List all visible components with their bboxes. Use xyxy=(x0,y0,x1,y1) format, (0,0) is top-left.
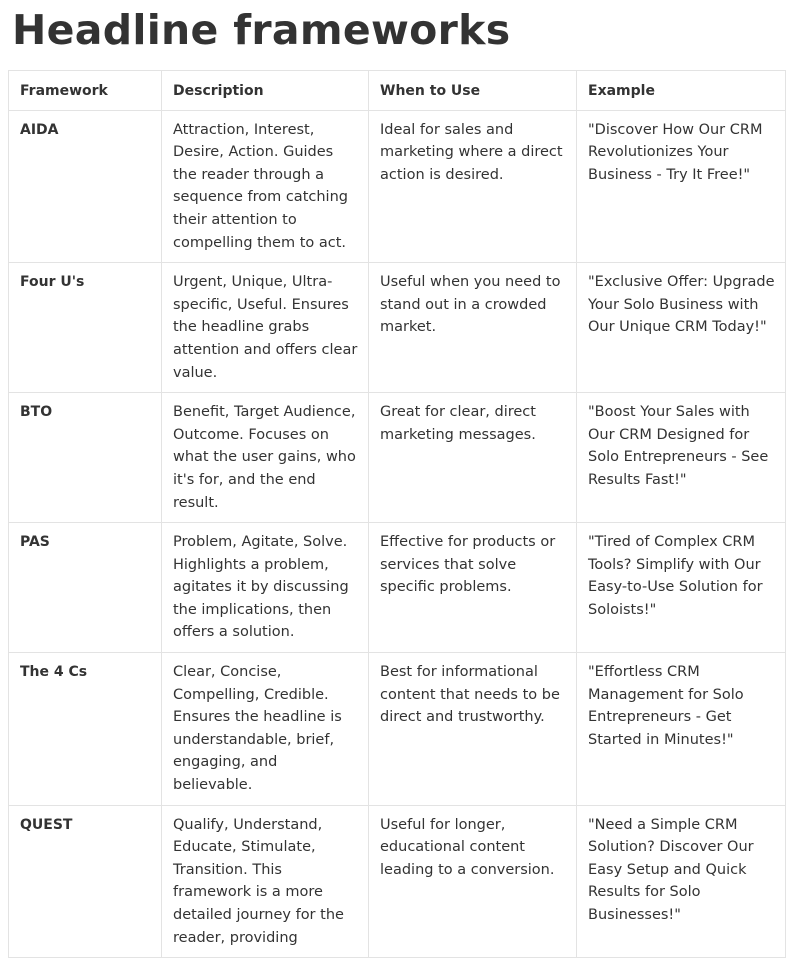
example-cell: "Exclusive Offer: Upgrade Your Solo Business with Our Unique CRM Today!" xyxy=(577,263,786,393)
framework-cell: BTO xyxy=(9,393,162,523)
description-cell: Attraction, Interest, Desire, Action. Guides the reader through a sequence from catching their attention to compelling them to act. xyxy=(162,110,369,263)
framework-cell: The 4 Cs xyxy=(9,653,162,806)
when-to-use-cell: Ideal for sales and marketing where a direct action is desired. xyxy=(369,110,577,263)
description-cell: Clear, Concise, Compelling, Credible. Ensures the headline is understandable, brief, engaging, and believable. xyxy=(162,653,369,806)
when-to-use-cell: Effective for products or services that solve specific problems. xyxy=(369,523,577,653)
table-row xyxy=(9,653,786,806)
description-cell: Benefit, Target Audience, Outcome. Focuses on what the user gains, who it's for, and the end result. xyxy=(162,393,369,523)
framework-cell: QUEST xyxy=(9,805,162,958)
description-cell: Problem, Agitate, Solve. Highlights a problem, agitates it by discussing the implications, then offers a solution. xyxy=(162,523,369,653)
page-title: Headline frameworks xyxy=(12,6,511,54)
column-header-description: Description xyxy=(162,71,369,111)
framework-cell: PAS xyxy=(9,523,162,653)
table-body xyxy=(9,110,786,958)
example-cell: "Effortless CRM Management for Solo Entrepreneurs - Get Started in Minutes!" xyxy=(577,653,786,806)
table-row xyxy=(9,110,786,263)
description-cell: Qualify, Understand, Educate, Stimulate, Transition. This framework is a more detailed journey for the reader, providing xyxy=(162,805,369,958)
when-to-use-cell: Useful when you need to stand out in a crowded market. xyxy=(369,263,577,393)
table-row xyxy=(9,523,786,653)
header-row xyxy=(9,71,786,111)
table-row xyxy=(9,263,786,393)
table-row xyxy=(9,393,786,523)
description-cell: Urgent, Unique, Ultra-specific, Useful. Ensures the headline grabs attention and offers clear value. xyxy=(162,263,369,393)
example-cell: "Boost Your Sales with Our CRM Designed for Solo Entrepreneurs - See Results Fast!" xyxy=(577,393,786,523)
column-header-framework: Framework xyxy=(9,71,162,111)
framework-cell: AIDA xyxy=(9,110,162,263)
table-row xyxy=(9,805,786,958)
when-to-use-cell: Great for clear, direct marketing messages. xyxy=(369,393,577,523)
when-to-use-cell: Useful for longer, educational content leading to a conversion. xyxy=(369,805,577,958)
example-cell: "Tired of Complex CRM Tools? Simplify with Our Easy-to-Use Solution for Soloists!" xyxy=(577,523,786,653)
example-cell: "Need a Simple CRM Solution? Discover Our Easy Setup and Quick Results for Solo Businesses!" xyxy=(577,805,786,958)
frameworks-table xyxy=(8,70,786,958)
example-cell: "Discover How Our CRM Revolutionizes Your Business - Try It Free!" xyxy=(577,110,786,263)
table-header xyxy=(9,71,786,111)
column-header-example: Example xyxy=(577,71,786,111)
when-to-use-cell: Best for informational content that needs to be direct and trustworthy. xyxy=(369,653,577,806)
column-header-when-to-use: When to Use xyxy=(369,71,577,111)
framework-cell: Four U's xyxy=(9,263,162,393)
frameworks-table-container xyxy=(8,70,785,958)
